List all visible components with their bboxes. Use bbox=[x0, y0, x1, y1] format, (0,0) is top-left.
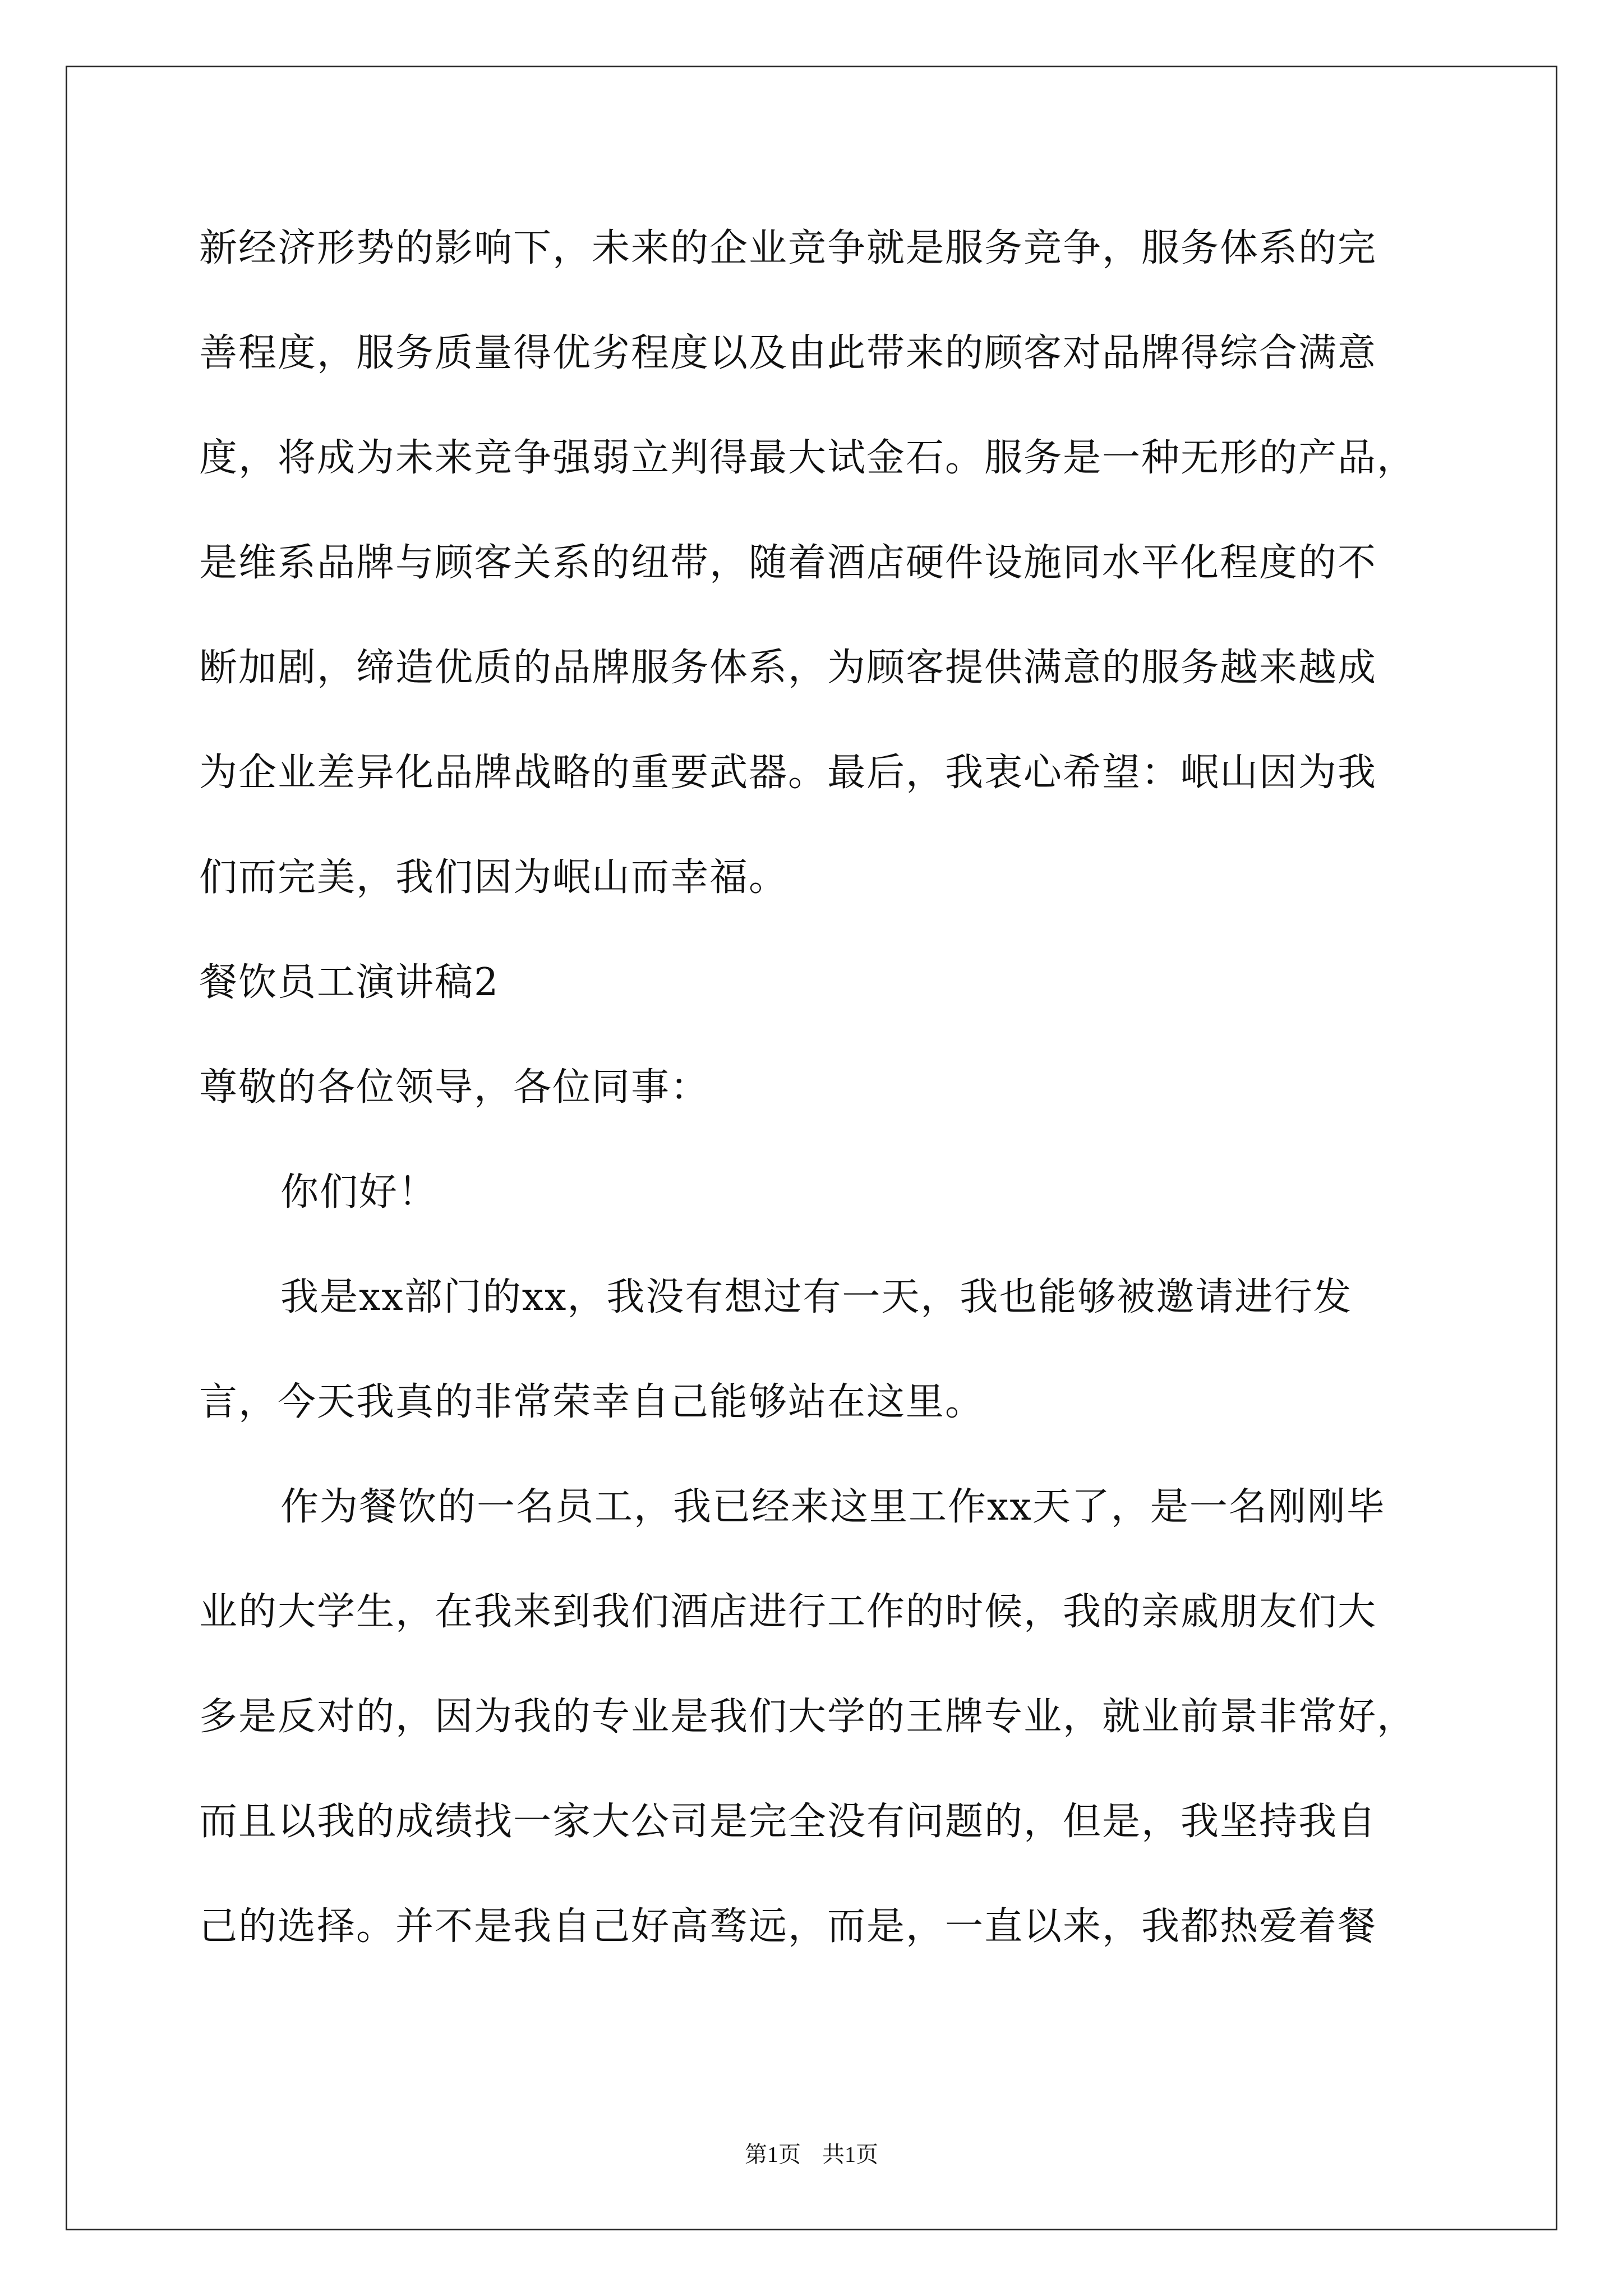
paragraph-line: 己的选择。并不是我自己好高骛远，而是，一直以来，我都热爱着餐 bbox=[199, 1904, 1377, 1949]
body-line: 度，将成为未来竞争强弱立判得最大试金石。服务是一种无形的产品， bbox=[199, 436, 1417, 480]
page-footer bbox=[0, 2139, 1623, 2170]
section-heading: 餐饮员工演讲稿2 bbox=[199, 960, 500, 1005]
body-line: 善程度，服务质量得优劣程度以及由此带来的顾客对品牌得综合满意 bbox=[199, 331, 1377, 375]
greeting: 你们好！ bbox=[280, 1170, 438, 1214]
paragraph-line: 我是xx部门的xx，我没有想过有一天，我也能够被邀请进行发 bbox=[280, 1275, 1353, 1319]
paragraph-line: 作为餐饮的一名员工，我已经来这里工作xx天了，是一名刚刚毕 bbox=[280, 1485, 1386, 1529]
paragraph-line: 而且以我的成绩找一家大公司是完全没有问题的，但是，我坚持我自 bbox=[199, 1800, 1377, 1844]
body-line: 是维系品牌与顾客关系的纽带，随着酒店硬件设施同水平化程度的不 bbox=[199, 541, 1377, 585]
paragraph-line: 业的大学生，在我来到我们酒店进行工作的时候，我的亲戚朋友们大 bbox=[199, 1590, 1377, 1634]
body-line: 们而完美，我们因为岷山而幸福。 bbox=[199, 855, 789, 900]
body-line: 新经济形势的影响下，未来的企业竞争就是服务竞争，服务体系的完 bbox=[199, 226, 1377, 270]
paragraph-line: 多是反对的，因为我的专业是我们大学的王牌专业，就业前景非常好， bbox=[199, 1695, 1417, 1739]
page-number: 第1页 bbox=[745, 2142, 801, 2167]
body-line: 断加剧，缔造优质的品牌服务体系，为顾客提供满意的服务越来越成 bbox=[199, 646, 1377, 690]
body-line: 为企业差异化品牌战略的重要武器。最后，我衷心希望：岷山因为我 bbox=[199, 751, 1377, 795]
paragraph-line: 言，今天我真的非常荣幸自己能够站在这里。 bbox=[199, 1380, 985, 1424]
page-total: 共1页 bbox=[822, 2142, 878, 2167]
salutation: 尊敬的各位领导，各位同事： bbox=[199, 1065, 710, 1110]
